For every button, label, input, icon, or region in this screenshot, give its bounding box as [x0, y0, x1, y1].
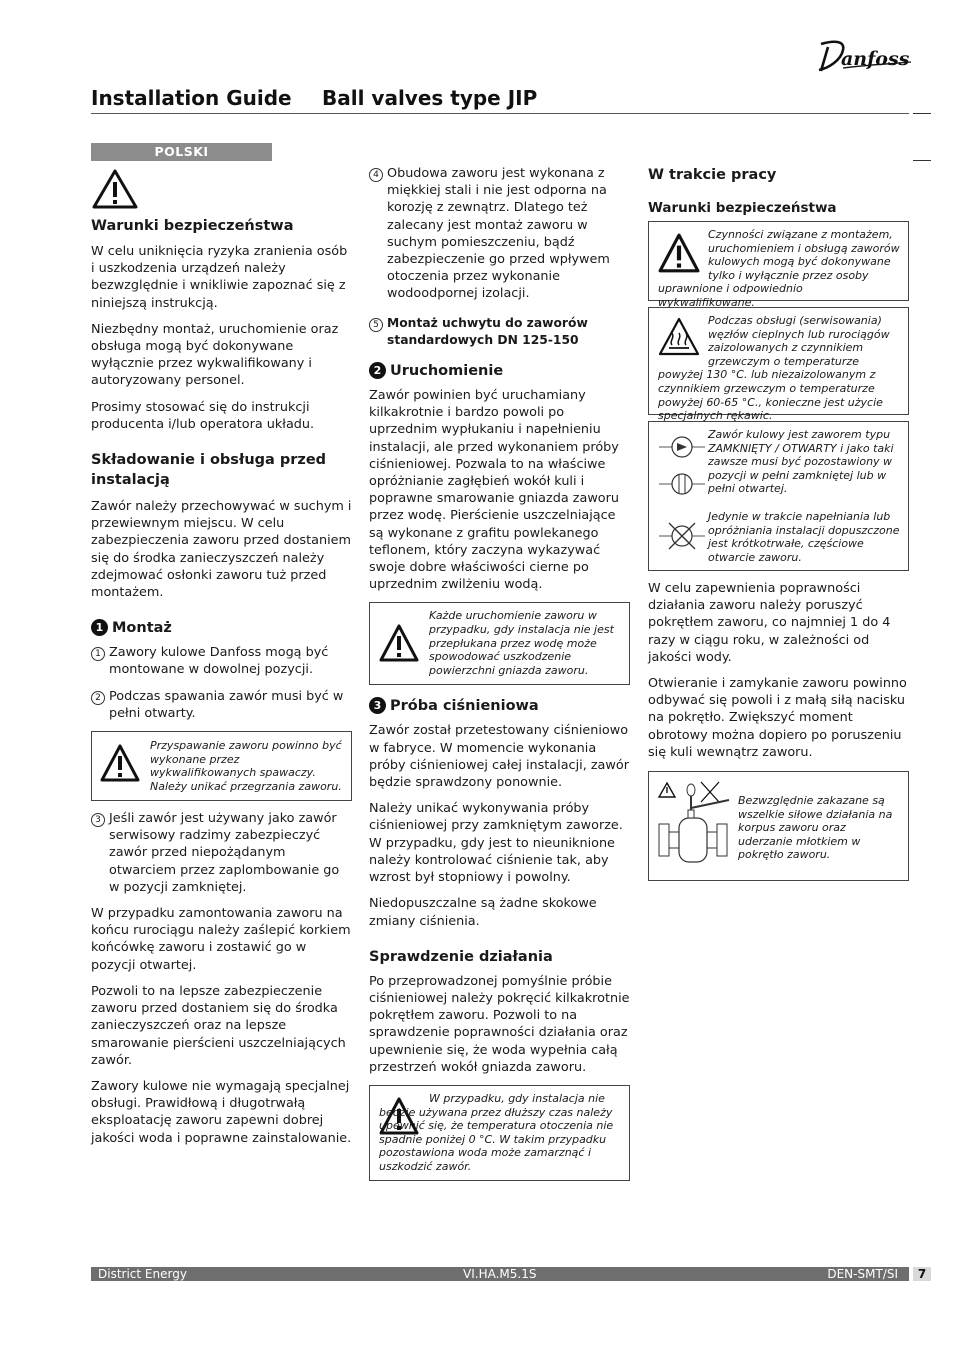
list-item: 1 Zawory kulowe Danfoss mogą być montowane w dowolnej pozycji. [91, 644, 353, 678]
warning-text: Bezwzględnie zakazane są wszelkie siłowe działania na korpus zaworu oraz uderzanie młotkiem w pokrętło zaworu. [738, 794, 893, 862]
page-number: 7 [913, 1267, 931, 1281]
valve-position-icon [657, 430, 707, 500]
footer-bar [91, 1267, 909, 1281]
footer-right: DEN-SMT/SI [827, 1267, 898, 1281]
item-number: 5 [369, 318, 383, 332]
warning-box-welding [91, 731, 352, 801]
storage-heading: Składowanie i obsługa przed instalacją [91, 452, 327, 489]
paragraph: Należy unikać wykonywania próby ciśnieniowej przy zamkniętym zaworze. W przypadku, gdy jest to nieuniknione należy kontrolować ciśnienie tak, aby wzrost był stopniowy i powolny. [369, 801, 623, 886]
warning-text: Podczas obsługi (serwisowania) węzłów cieplnych lub rurociągów zaizolowanych z czynnikiem grzewczym o temperaturze powyżej 130 °C. lub niezaizolowanym z czynnikiem grzewczym o temperaturze powyżej 60-65 °C., konieczne jest użycie specjalnych rękawic. [658, 314, 890, 423]
no-force-hammer-icon [657, 780, 737, 876]
warning-text: Przyspawanie zaworu powinno być wykonane przez wykwalifikowanych spawaczy. Należy unikać przegrzania zaworu. [150, 739, 342, 793]
safety-paragraph: Niezbędny montaż, uruchomienie oraz obsługa mogą być dokonywane wyłącznie przez wykwalifikowany i autoryzowany personel. [91, 321, 339, 389]
step-number-badge: 1 [91, 619, 108, 636]
list-item: 2 Podczas spawania zawór musi być w pełni otwarty. [91, 688, 353, 722]
item-number: 4 [369, 168, 383, 182]
step-number-badge: 3 [369, 697, 386, 714]
safety-heading: Warunki bezpieczeństwa [91, 218, 294, 234]
margin-mark [913, 160, 931, 161]
doc-type-title: Installation Guide [91, 86, 292, 110]
list-item: 4 Obudowa zaworu jest wykonana z miękkiej stali i nie jest odporna na korozję z zewnątrz. Dlatego też zalecany jest montaż zaworu w suchym pomieszczeniu, bądź zabezpieczenie go przed wpływem otoczenia przez wykonanie wodoodpornej izolacji. [369, 165, 631, 303]
paragraph: W przypadku zamontowania zaworu na końcu rurociągu należy zaślepić korkiem końcówkę zaworu i zostawić go w pozycji otwartej. [91, 906, 351, 973]
paragraph: Otwieranie i zamykanie zaworu powinno odbywać się powoli i z małą siłą nacisku na pokrętło. Zwiększyć moment obrotowy można dopiero po poruszeniu się kuli wewnątrz zaworu. [648, 676, 907, 760]
warning-box-frost [369, 1085, 630, 1181]
column-2 [369, 165, 631, 1181]
item-number: 3 [91, 813, 105, 827]
step-number-badge: 2 [369, 362, 386, 379]
storage-paragraph: Zawór należy przechowywać w suchym i przewiewnym miejscu. W celu zabezpieczenia zaworu przed dostaniem się do środka zanieczyszczeń należy zdejmować osłonki zaworu tuż przed montażem. [91, 499, 352, 601]
product-title: Ball valves type JIP [322, 86, 538, 110]
paragraph: Zawory kulowe nie wymagają specjalnej obsługi. Prawidłową i długotrwałą eksploatację zaworu zapewni dobrej jakości woda i poprawne zainstalowanie. [91, 1078, 352, 1146]
language-label: POLSKI [91, 143, 272, 161]
paragraph: Zawór został przetestowany ciśnieniowo w fabryce. W momencie wykonania próby ciśnieniowej całej instalacji, zawór będzie sprawdzony ponownie. [369, 723, 629, 791]
check-heading: Sprawdzenie działania [369, 948, 553, 965]
paragraph: W celu zapewnienia poprawności działania zaworu należy poruszyć pokrętłem zaworu, co najmniej 1 do 4 razy w ciągu roku, w zależności od jakości wody. [648, 581, 891, 665]
operation-safety-heading: Warunki bezpieczeństwa [648, 200, 837, 216]
warning-text: Każde uruchomienie zaworu w przypadku, gdy instalacja nie jest przepłukana przez wodę może spowodować uszkodzenie powierzchni gniazda zaworu. [429, 609, 614, 677]
warning-text: Czynności związane z montażem, uruchomieniem i obsługą zaworów kulowych mogą być dokonywane tylko i wyłącznie przez osoby uprawnione i odpowiednio wykwalifikowane. [658, 228, 900, 309]
start-heading: 2 Uruchomienie [369, 361, 631, 381]
pressure-heading: 3 Próba ciśnieniowa [369, 696, 631, 716]
danfoss-logo [815, 38, 915, 76]
item-number: 1 [91, 647, 105, 661]
warning-box-qualified [648, 221, 909, 309]
footer-center: VI.HA.M5.1S [463, 1267, 537, 1281]
header-rule [91, 113, 909, 114]
info-text: Jedynie w trakcie napełniania lub opróżniania instalacji dopuszczone jest krótkotrwałe, częściowe otwarcie zaworu. [708, 510, 900, 564]
montaz-heading: 1 Montaż [91, 618, 353, 638]
svg-text:anfoss: anfoss [841, 48, 910, 70]
list-item: 3 Jeśli zawór jest używany jako zawór serwisowy radzimy zabezpieczyć zawór przed niepożądanym otwarciem przez zaplombowanie go w pozycji zamkniętej. [91, 810, 353, 896]
paragraph: Po przeprowadzonej pomyślnie próbie ciśnieniowej należy pokręcić kilkakrotnie pokrętłem zaworu. Pozwoli to na sprawdzenie poprawności działania oraz upewnienie się, że woda wypełnia całą przestrzeń wokół gniazda zaworu. [369, 973, 630, 1075]
safety-paragraph: W celu uniknięcia ryzyka zranienia osób i uszkodzenia urządzeń należy bezwzględnie i wnikliwie zapoznać się z niniejszą instrukcją. [91, 244, 348, 311]
info-box-open-closed [648, 421, 909, 571]
paragraph: Niedopuszczalne są żadne skokowe zmiany ciśnienia. [369, 896, 597, 929]
paragraph: Zawór powinien być uruchamiany kilkakrotnie i bardzo powoli po uprzednim wypłukaniu i napełnieniu instalacji, ale przed wykonaniem próby ciśnieniowej. Pozwala to na właściwe opróżnianie zagłębień wokół kuli i poprawne smarowanie gniazda zaworu przez wodę. Pierścienie uszczelniające są wykonane z grafitu powlekanego teflonem, który zaczyna wykazywać swoje dobre właściwości cierne po uprzednim zwilżeniu wodą. [369, 388, 620, 593]
warning-box-force [648, 771, 909, 881]
info-text: Zawór kulowy jest zaworem typu ZAMKNIĘTY / OTWARTY i jako taki zawsze musi być pozostawiony w pozycji w pełni zamkniętej lub w pełni otwartej. [708, 428, 894, 496]
warning-box-hot-surface [648, 307, 909, 423]
warning-icon [100, 744, 140, 784]
item-number: 2 [91, 691, 105, 705]
warning-icon [379, 624, 419, 664]
operation-heading: W trakcie pracy [648, 167, 777, 183]
margin-mark [913, 113, 931, 114]
safety-warning-icon [91, 168, 139, 214]
list-item: 5 Montaż uchwytu do zaworów standardowych DN 125-150 [369, 315, 631, 349]
column-3 [648, 165, 910, 881]
safety-paragraph: Prosimy stosować się do instrukcji producenta i/lub operatora układu. [91, 399, 315, 432]
throttle-prohibited-icon [657, 516, 707, 556]
warning-text: W przypadku, gdy instalacja nie będzie używana przez dłuższy czas należy upewnić się, że temperatura otoczenia nie spadnie poniżej 0 °C. W takim przypadku pozostawiona woda może zamarznąć i uszkodzić zawór. [379, 1091, 614, 1173]
paragraph: Pozwoli to na lepsze zabezpieczenie zaworu przed dostaniem się do środka zanieczyszczeń oraz na lepsze smarowanie pierścieni uszczelniających zawór. [91, 983, 346, 1068]
warning-box-start [369, 602, 630, 685]
column-1 [91, 216, 353, 1156]
footer-left: District Energy [98, 1267, 187, 1281]
